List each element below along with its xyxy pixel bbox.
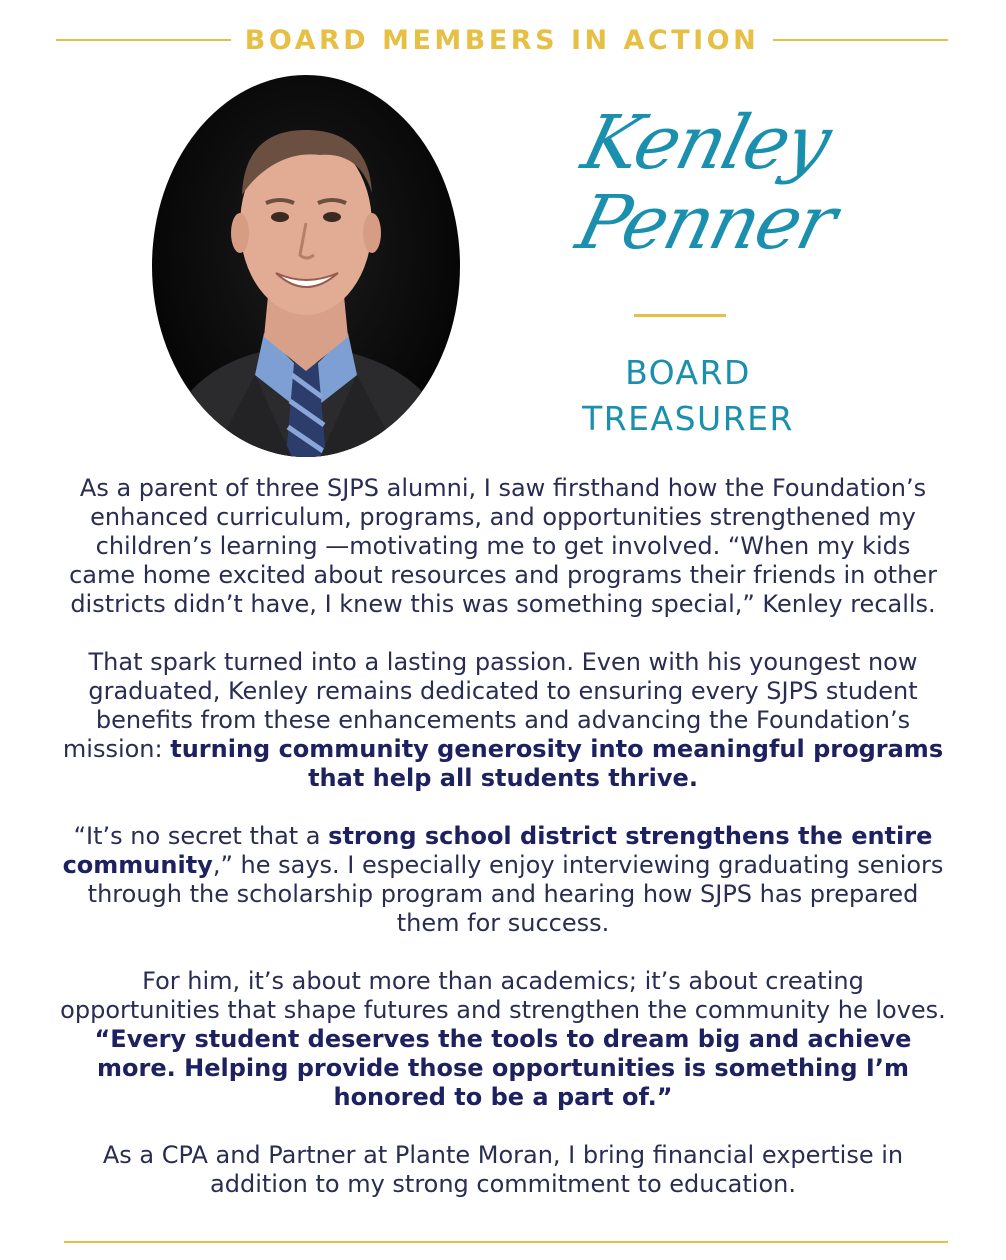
paragraph-3-highlight: strong school district strengthens the entire community	[62, 822, 933, 879]
signature-last-name: Penner	[568, 180, 844, 266]
paragraph-2-text: That spark turned into a lasting passion. Even with his youngest now graduated, Kenley remains dedicated to ensuring every SJPS student benefits from these enhancements and advancing the Foundation’s mission:	[62, 648, 918, 763]
header-rule-right	[773, 39, 948, 41]
signature-name	[556, 92, 856, 292]
profile-body	[60, 474, 946, 1228]
paragraph-2	[60, 648, 946, 793]
paragraph-3	[60, 822, 946, 938]
footer-rule	[64, 1241, 948, 1243]
role-line-2: TREASURER	[582, 399, 794, 438]
paragraph-5: As a CPA and Partner at Plante Moran, I bring financial expertise in addition to my strong commitment to education.	[102, 1141, 904, 1198]
paragraph-4	[60, 967, 946, 1112]
signature-first-name: Kenley	[574, 100, 838, 186]
header-rule-left	[56, 39, 231, 41]
section-header	[56, 22, 948, 58]
paragraph-3-text-start: “It’s no secret that a	[73, 822, 329, 850]
paragraph-4-text: For him, it’s about more than academics; it’s about creating opportunities that shape futures and strengthen the community he loves.	[60, 967, 946, 1024]
paragraph-1: As a parent of three SJPS alumni, I saw firsthand how the Foundation’s enhanced curriculum, programs, and opportunities strengthened my children’s learning —motivating me to get involved. “When my kids came home excited about resources and programs their friends in other districts didn’t have, I knew this was something special,” Kenley recalls.	[69, 474, 937, 618]
title-divider	[634, 314, 726, 317]
role-line-1: BOARD	[625, 353, 751, 392]
section-title: BOARD MEMBERS IN ACTION	[244, 24, 760, 56]
portrait-photo	[152, 75, 460, 457]
paragraph-4-quote: “Every student deserves the tools to dream big and achieve more. Helping provide those opportunities is something I’m honored to be a part of.”	[94, 1025, 912, 1111]
paragraph-2-highlight: turning community generosity into meaningful programs that help all students thrive.	[170, 735, 944, 792]
board-role	[540, 350, 836, 442]
paragraph-3-text-end: ,” he says. I especially enjoy interviewing graduating seniors through the scholarship program and hearing how SJPS has prepared them for success.	[87, 851, 944, 937]
